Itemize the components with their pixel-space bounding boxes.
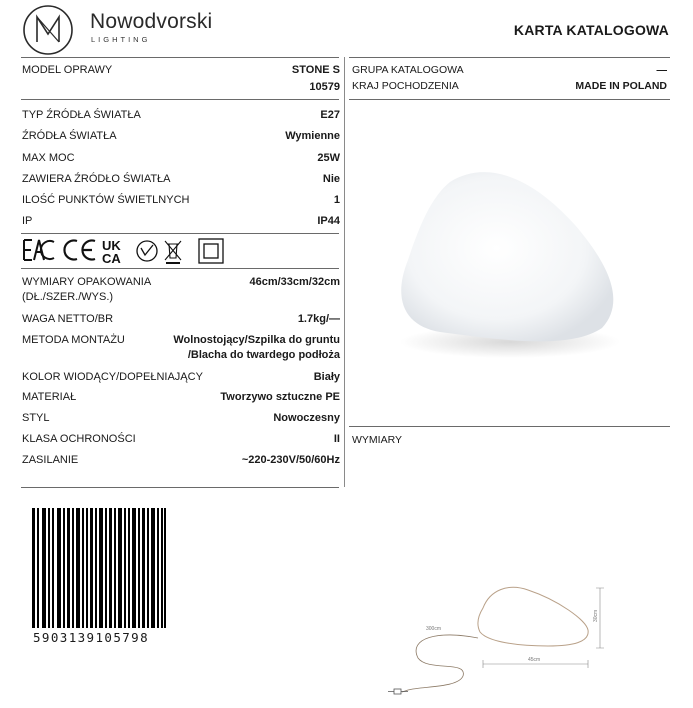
class-ii-square-icon: [199, 239, 223, 263]
brand-subtitle: LIGHTING: [91, 35, 151, 44]
style-label: STYL: [22, 412, 50, 424]
ce-mark: [64, 241, 95, 260]
color-value: Biały: [313, 371, 340, 383]
brand-name: Nowodvorski: [90, 10, 213, 33]
spec-label: IP: [22, 215, 33, 227]
power-supply-label: ZASILANIE: [22, 454, 79, 466]
divider: [21, 268, 339, 269]
weee-bin-icon: [165, 241, 181, 263]
dimensions-heading: WYMIARY: [352, 434, 402, 446]
packaging-value: 46cm/33cm/32cm: [249, 276, 340, 288]
certification-marks: [22, 236, 252, 266]
spec-label: ZAWIERA ŹRÓDŁO ŚWIATŁA: [22, 173, 171, 185]
column-divider: [344, 57, 345, 487]
packaging-sublabel: (DŁ./SZER./WYS.): [22, 291, 114, 303]
spec-value: 25W: [317, 152, 340, 164]
divider: [21, 233, 339, 234]
mount-value: Wolnostojący/Szpilka do gruntu: [173, 334, 340, 346]
divider: [349, 426, 670, 427]
eac-mark: [24, 240, 54, 260]
material-label: MATERIAŁ: [22, 391, 77, 403]
spec-label: ILOŚĆ PUNKTÓW ŚWIETLNYCH: [22, 194, 190, 206]
dimension-drawing: [378, 568, 608, 708]
packaging-label: WYMIARY OPAKOWANIA: [22, 276, 152, 288]
spec-value: Nie: [322, 173, 340, 185]
origin-value: MADE IN POLAND: [575, 80, 667, 92]
divider: [349, 57, 670, 58]
divider: [349, 99, 670, 100]
spec-value: E27: [320, 109, 340, 121]
nowodvorski-logo: [22, 4, 74, 56]
power-supply-value: ~220-230V/50/60Hz: [241, 454, 340, 466]
cable-length-label: 300cm: [426, 626, 442, 632]
mount-value-cont: /Blacha do twardego podłoża: [187, 349, 340, 361]
style-value: Nowoczesny: [273, 412, 340, 424]
protection-class-value: II: [333, 433, 340, 445]
barcode-number: 5903139105798: [33, 630, 150, 645]
origin-label: KRAJ POCHODZENIA: [352, 80, 459, 92]
product-image: [380, 150, 640, 370]
divider: [21, 99, 339, 100]
weight-value: 1.7kg/—: [297, 313, 340, 325]
divider: [21, 487, 339, 488]
spec-value: 1: [333, 194, 340, 206]
divider: [21, 57, 339, 58]
ukca-mark: [102, 238, 121, 266]
barcode: [32, 508, 166, 628]
mount-label: METODA MONTAŻU: [22, 334, 125, 346]
document-title: KARTA KATALOGOWA: [513, 22, 669, 38]
height-dimension-label: 30cm: [593, 609, 599, 622]
spec-value: Wymienne: [285, 130, 340, 142]
model-code: 10579: [309, 81, 340, 93]
catalog-group-value: —: [656, 64, 667, 76]
svg-text:UK: UK: [102, 238, 121, 253]
material-value: Tworzywo sztuczne PE: [220, 391, 340, 403]
model-name: STONE S: [291, 64, 340, 76]
width-dimension-label: 45cm: [528, 657, 541, 663]
class-ii-mark: [137, 241, 157, 261]
spec-label: MAX MOC: [22, 152, 75, 164]
model-label: MODEL OPRAWY: [22, 64, 113, 76]
svg-text:CA: CA: [102, 251, 121, 266]
spec-value: IP44: [317, 215, 340, 227]
spec-label: ŹRÓDŁA ŚWIATŁA: [22, 130, 117, 142]
weight-label: WAGA NETTO/BR: [22, 313, 114, 325]
color-label: KOLOR WIODĄCY/DOPEŁNIAJĄCY: [22, 371, 203, 383]
spec-label: TYP ŹRÓDŁA ŚWIATŁA: [22, 109, 141, 121]
catalog-group-label: GRUPA KATALOGOWA: [352, 64, 464, 76]
protection-class-label: KLASA OCHRONOŚCI: [22, 433, 136, 445]
